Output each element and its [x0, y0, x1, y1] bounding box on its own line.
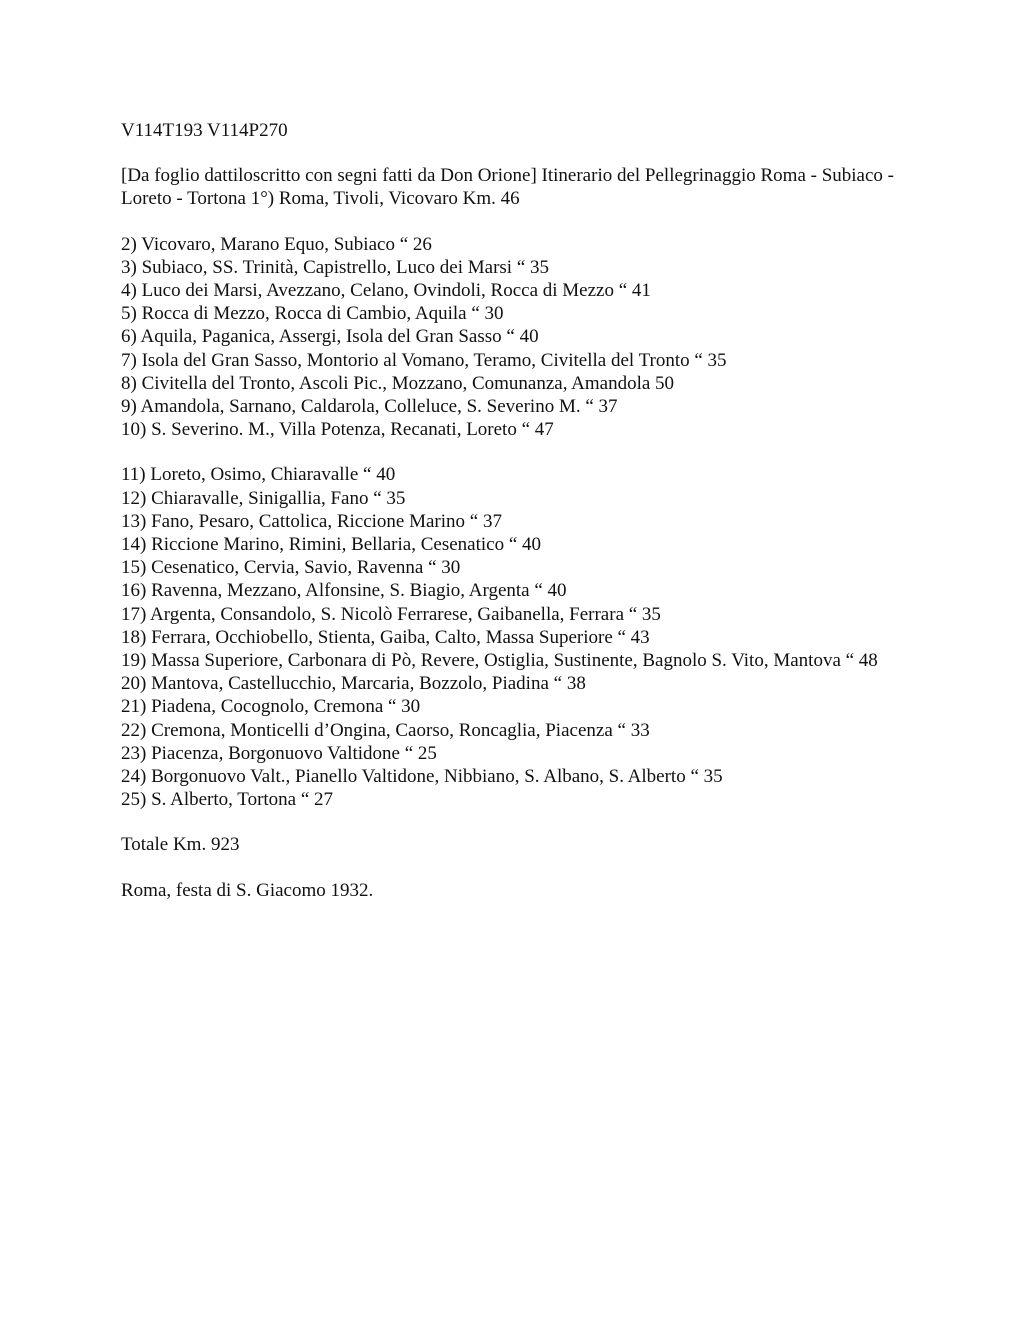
itinerary-list-part1 — [121, 233, 911, 442]
itinerary-stage: 7) Isola del Gran Sasso, Montorio al Vomano, Teramo, Civitella del Tronto “ 35 — [121, 349, 727, 371]
itinerary-stage: 21) Piadena, Cocognolo, Cremona “ 30 — [121, 696, 421, 718]
itinerary-stage: 6) Aquila, Paganica, Assergi, Isola del Gran Sasso “ 40 — [121, 326, 539, 348]
itinerary-stage: 14) Riccione Marino, Rimini, Bellaria, Cesenatico “ 40 — [121, 534, 542, 556]
itinerary-stage: 3) Subiaco, SS. Trinità, Capistrello, Luco dei Marsi “ 35 — [121, 256, 550, 278]
itinerary-stage: 16) Ravenna, Mezzano, Alfonsine, S. Biagio, Argenta “ 40 — [121, 580, 567, 602]
itinerary-stage: 25) S. Alberto, Tortona “ 27 — [121, 789, 334, 811]
itinerary-stage: 8) Civitella del Tronto, Ascoli Pic., Mozzano, Comunanza, Amandola 50 — [121, 372, 675, 394]
itinerary-stage: 2) Vicovaro, Marano Equo, Subiaco “ 26 — [121, 233, 432, 255]
itinerary-stage: 23) Piacenza, Borgonuovo Valtidone “ 25 — [121, 742, 437, 764]
itinerary-stage: 13) Fano, Pesaro, Cattolica, Riccione Marino “ 37 — [121, 510, 502, 532]
itinerary-total: Totale Km. 923 — [121, 834, 240, 856]
document-page — [121, 119, 911, 902]
itinerary-stage: 24) Borgonuovo Valt., Pianello Valtidone, Nibbiano, S. Albano, S. Alberto “ 35 — [121, 766, 723, 788]
itinerary-stage: 11) Loreto, Osimo, Chiaravalle “ 40 — [121, 464, 396, 486]
closing-place-date: Roma, festa di S. Giacomo 1932. — [121, 879, 374, 901]
itinerary-stage: 19) Massa Superiore, Carbonara di Pò, Revere, Ostiglia, Sustinente, Bagnolo S. Vito, Mantova “ 48 — [121, 650, 878, 672]
document-intro: [Da foglio dattiloscritto con segni fatti da Don Orione] Itinerario del Pellegrinaggio Roma - Subiaco - Loreto - Tortona 1°) Roma, Tivoli, Vicovaro Km. 46 — [121, 165, 894, 210]
itinerary-stage: 20) Mantova, Castellucchio, Marcaria, Bozzolo, Piadina “ 38 — [121, 673, 586, 695]
itinerary-stage: 4) Luco dei Marsi, Avezzano, Celano, Ovindoli, Rocca di Mezzo “ 41 — [121, 280, 651, 302]
itinerary-list-part2 — [121, 463, 911, 811]
itinerary-stage: 22) Cremona, Monticelli d’Ongina, Caorso, Roncaglia, Piacenza “ 33 — [121, 719, 650, 741]
itinerary-stage: 17) Argenta, Consandolo, S. Nicolò Ferrarese, Gaibanella, Ferrara “ 35 — [121, 603, 661, 625]
itinerary-stage: 5) Rocca di Mezzo, Rocca di Cambio, Aquila “ 30 — [121, 303, 504, 325]
document-reference: V114T193 V114P270 — [121, 120, 288, 141]
itinerary-stage: 15) Cesenatico, Cervia, Savio, Ravenna “ 30 — [121, 557, 461, 579]
itinerary-stage: 12) Chiaravalle, Sinigallia, Fano “ 35 — [121, 487, 406, 509]
itinerary-stage: 10) S. Severino. M., Villa Potenza, Recanati, Loreto “ 47 — [121, 419, 554, 441]
itinerary-stage: 18) Ferrara, Occhiobello, Stienta, Gaiba, Calto, Massa Superiore “ 43 — [121, 626, 650, 648]
itinerary-stage: 9) Amandola, Sarnano, Caldarola, Colleluce, S. Severino M. “ 37 — [121, 396, 618, 418]
